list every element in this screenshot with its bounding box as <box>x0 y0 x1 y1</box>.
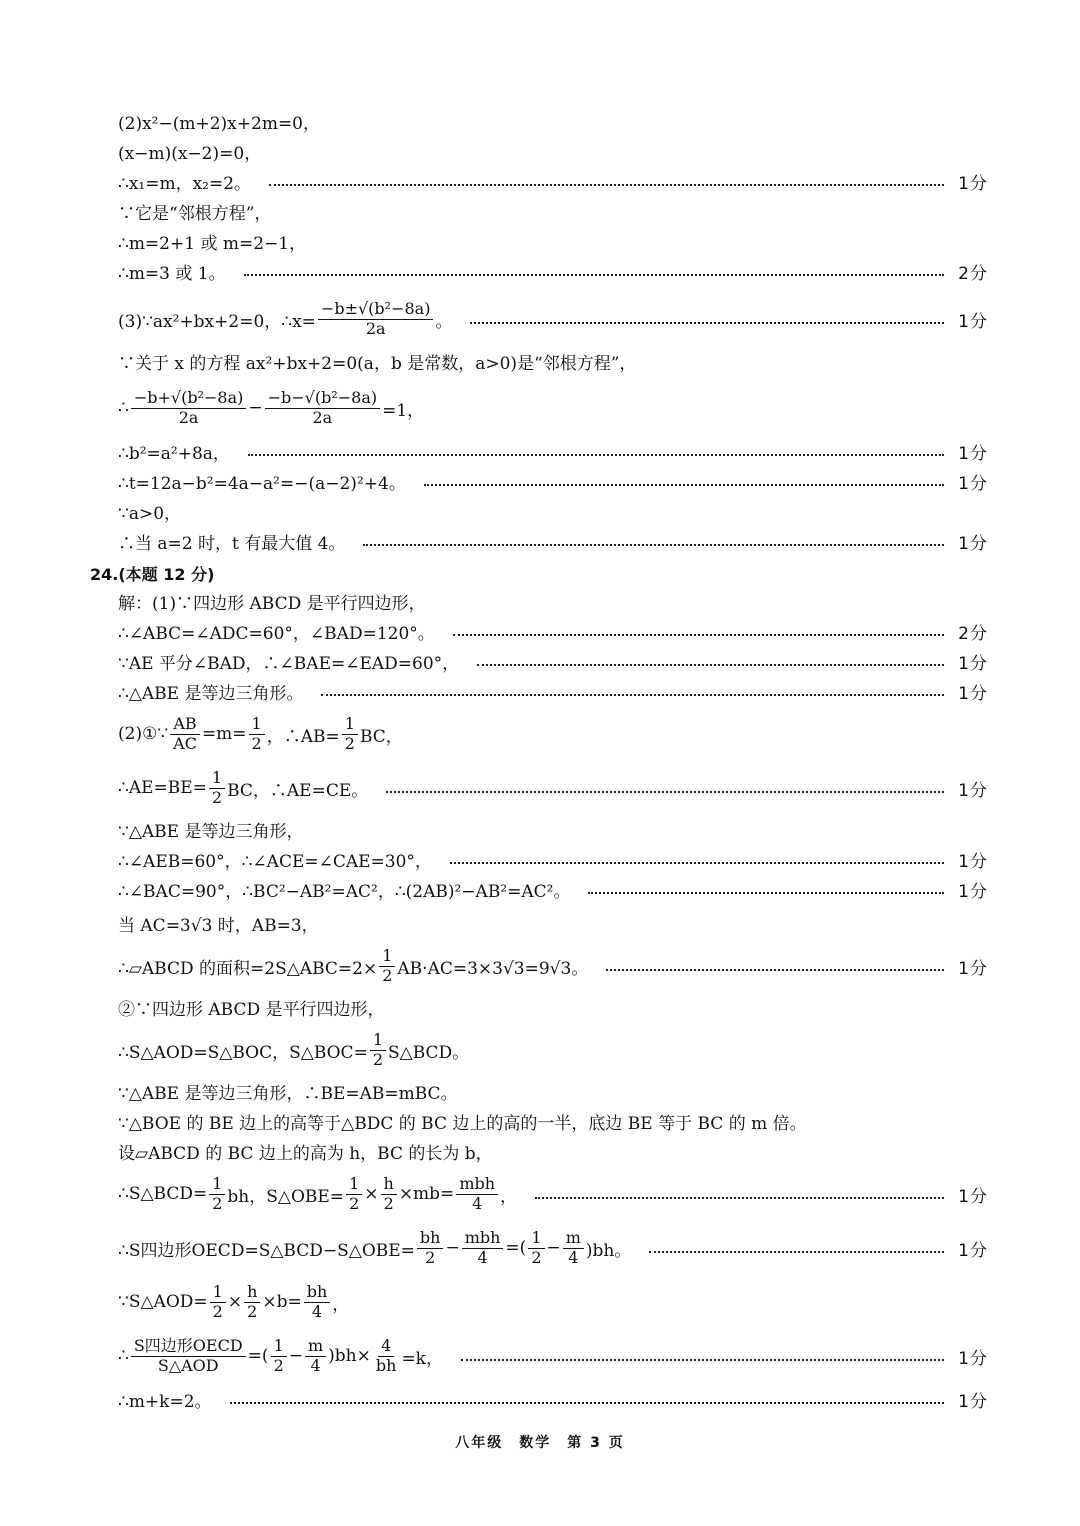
solution-line: ∵关于 x 的方程 ax²+bx+2=0(a，b 是常数，a>0)是“邻根方程”， <box>118 353 637 374</box>
solution-line: ∴△ABE 是等边三角形。 1分 <box>118 676 988 706</box>
solution-line: ∴ $\frac{\text{S四边形OECD}}{\text{S△AOD}}$ =( $\frac{1}{2}$ − $\frac{m}{4}$ )bh× $\frac{4}{bh}$ =k， 1分 <box>118 1335 988 1375</box>
solution-line: ∴AE=BE= $\frac{1}{2}$ BC，∴AE=CE。 1分 <box>118 767 988 807</box>
score-mark: 1分 <box>958 1348 988 1369</box>
score-mark: 1分 <box>958 443 988 464</box>
score-mark: 1分 <box>958 683 988 704</box>
dot-leader <box>649 1251 944 1253</box>
fraction: $\frac{\text{−b−√(b²−8a)}}{2a}$ <box>265 390 381 427</box>
dot-leader <box>269 184 944 186</box>
score-mark: 2分 <box>958 263 988 284</box>
dot-leader <box>588 892 944 894</box>
solution-line: ∵S△AOD= $\frac{1}{2}$ × $\frac{h}{2}$ ×b= $\frac{bh}{4}$ ， <box>118 1281 350 1321</box>
solution-line: ∴S△BCD= $\frac{1}{2}$ bh，S△OBE= $\frac{1}{2}$ × $\frac{h}{2}$ ×mb= $\frac{\text{mbh}}{4}$ ， 1分 <box>118 1173 988 1213</box>
solution-line: ∵△ABE 是等边三角形，∴BE=AB=mBC。 <box>118 1083 458 1104</box>
score-mark: 1分 <box>958 653 988 674</box>
score-mark: 1分 <box>958 881 988 902</box>
solution-line: ∵它是“邻根方程”， <box>118 203 272 224</box>
dot-leader <box>230 1402 945 1404</box>
fraction: $\frac{\text{S四边形OECD}}{\text{S△AOD}}$ <box>131 1338 246 1375</box>
score-mark: 1分 <box>958 311 988 332</box>
score-mark: 1分 <box>958 1186 988 1207</box>
solution-line: 当 AC=3√3 时，AB=3， <box>118 915 319 936</box>
dot-leader <box>453 634 944 636</box>
fraction: $\frac{1}{2}$ <box>209 1176 225 1213</box>
score-mark: 1分 <box>958 1391 988 1412</box>
fraction: $\frac{\text{−b±√(b²−8a)}}{2a}$ <box>318 301 434 338</box>
dot-leader <box>248 454 944 456</box>
fraction: $\frac{h}{2}$ <box>381 1176 397 1213</box>
fraction: $\frac{\text{mbh}}{4}$ <box>462 1230 504 1267</box>
solution-line: (3)∵ax²+bx+2=0，∴x= $\frac{\text{−b±√(b²−8a)}}{2a}$ 。 1分 <box>118 298 988 338</box>
question-heading: 24.(本题 12 分) <box>90 565 215 584</box>
fraction: $\frac{h}{2}$ <box>244 1284 260 1321</box>
score-mark: 1分 <box>958 780 988 801</box>
fraction: $\frac{1}{2}$ <box>209 770 225 807</box>
solution-line: ∴ $\frac{\text{−b+√(b²−8a)}}{2a}$ − $\frac{\text{−b−√(b²−8a)}}{2a}$ =1， <box>118 387 425 427</box>
fraction: $\frac{\text{−b+√(b²−8a)}}{2a}$ <box>131 390 247 427</box>
score-mark: 1分 <box>958 1240 988 1261</box>
score-mark: 1分 <box>958 851 988 872</box>
solution-line: ∴∠BAC=90°，∴BC²−AB²=AC²，∴(2AB)²−AB²=AC²。 1分 <box>118 874 988 904</box>
solution-line: (2)①∵ $\frac{AB}{AC}$ =m= $\frac{1}{2}$ ，∴AB= $\frac{1}{2}$ BC， <box>118 713 403 753</box>
score-mark: 1分 <box>958 473 988 494</box>
dot-leader <box>470 322 944 324</box>
fraction: $\frac{m}{4}$ <box>305 1338 326 1375</box>
dot-leader <box>535 1197 944 1199</box>
score-mark: 1分 <box>958 958 988 979</box>
solution-line: ∵△BOE 的 BE 边上的高等于△BDC 的 BC 边上的高的一半，底边 BE 等于 BC 的 m 倍。 <box>118 1113 807 1134</box>
fraction: $\frac{1}{2}$ <box>379 948 395 985</box>
score-mark: 2分 <box>958 623 988 644</box>
solution-line: ∴∠AEB=60°，∴∠ACE=∠CAE=30°， 1分 <box>118 844 988 874</box>
dot-leader <box>606 969 944 971</box>
fraction: $\frac{AB}{AC}$ <box>170 716 200 753</box>
solution-line: ∴∠ABC=∠ADC=60°，∠BAD=120°。 2分 <box>118 616 988 646</box>
fraction: $\frac{1}{2}$ <box>370 1032 386 1069</box>
fraction: $\frac{4}{bh}$ <box>375 1335 397 1375</box>
fraction: $\frac{1}{2}$ <box>346 1176 362 1213</box>
solution-line: ∴t=12a−b²=4a−a²=−(a−2)²+4。 1分 <box>118 466 988 496</box>
fraction: $\frac{1}{2}$ <box>271 1338 287 1375</box>
dot-leader <box>386 791 944 793</box>
solution-line: ∴当 a=2 时，t 有最大值 4。 1分 <box>118 526 988 556</box>
fraction: $\frac{m}{4}$ <box>563 1230 584 1267</box>
solution-line: ∴m=2+1 或 m=2−1， <box>118 233 307 254</box>
solution-line: ∴▱ABCD 的面积=2S△ABC=2× $\frac{1}{2}$ AB·AC=3×3√3=9√3。 1分 <box>118 945 988 985</box>
solution-line: ∴S四边形OECD=S△BCD−S△OBE= $\frac{bh}{2}$ − $\frac{\text{mbh}}{4}$ =( $\frac{1}{2}$ − $\frac{m}{4}$ )bh。 1分 <box>118 1227 988 1267</box>
solution-line: ∵a>0， <box>118 503 182 524</box>
solution-line: ∵AE 平分∠BAD，∴∠BAE=∠EAD=60°， 1分 <box>118 646 988 676</box>
fraction: $\frac{1}{2}$ <box>249 716 265 753</box>
fraction: $\frac{1}{2}$ <box>528 1230 544 1267</box>
solution-line: ∴S△AOD=S△BOC，S△BOC= $\frac{1}{2}$ S△BCD。 <box>118 1029 470 1069</box>
dot-leader <box>363 544 944 546</box>
solution-line: (x−m)(x−2)=0， <box>118 143 262 164</box>
fraction: $\frac{\text{mbh}}{4}$ <box>456 1176 498 1213</box>
solution-line: ∵△ABE 是等边三角形， <box>118 821 304 842</box>
dot-leader <box>450 862 944 864</box>
fraction: $\frac{1}{2}$ <box>210 1284 226 1321</box>
fraction: $\frac{1}{2}$ <box>342 716 358 753</box>
solution-line: ∴m+k=2。 1分 <box>118 1384 988 1414</box>
solution-line: 设▱ABCD 的 BC 边上的高为 h，BC 的长为 b， <box>118 1143 493 1164</box>
score-mark: 1分 <box>958 173 988 194</box>
solution-line: (2)x²−(m+2)x+2m=0， <box>118 113 320 134</box>
solution-line: ②∵四边形 ABCD 是平行四边形， <box>118 999 385 1020</box>
dot-leader <box>477 664 944 666</box>
dot-leader <box>424 484 944 486</box>
solution-line: ∴b²=a²+8a， 1分 <box>118 436 988 466</box>
dot-leader <box>461 1359 944 1361</box>
solution-line: ∴m=3 或 1。 2分 <box>118 256 988 286</box>
dot-leader <box>321 694 944 696</box>
fraction: $\frac{bh}{2}$ <box>417 1230 444 1267</box>
dot-leader <box>244 274 945 276</box>
score-mark: 1分 <box>958 533 988 554</box>
solution-line: ∴x₁=m，x₂=2。 1分 <box>118 166 988 196</box>
fraction: $\frac{bh}{4}$ <box>304 1284 331 1321</box>
solution-line: 解：(1)∵四边形 ABCD 是平行四边形， <box>118 593 426 614</box>
page-footer: 八年级 数学 第 3 页 <box>455 1435 625 1451</box>
